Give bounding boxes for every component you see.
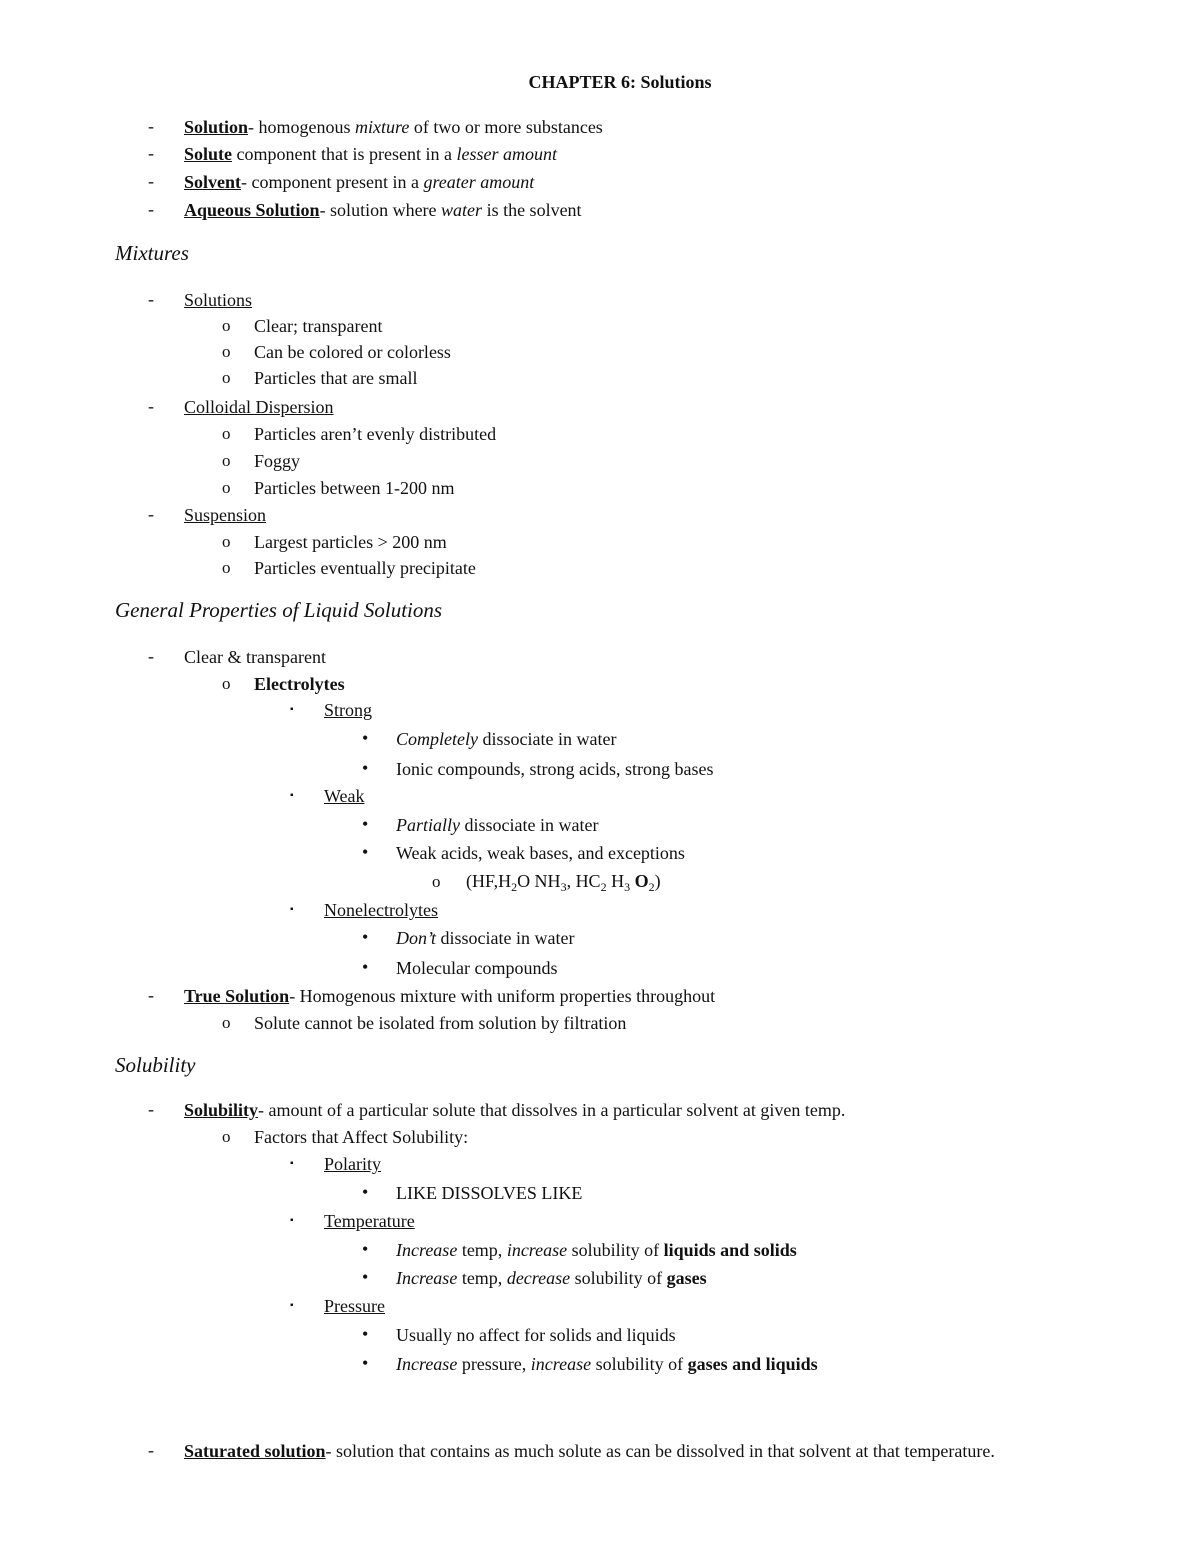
emphasis: Completely (396, 729, 478, 749)
section-heading-general: General Properties of Liquid Solutions (115, 598, 443, 622)
circle-marker: o (222, 1013, 231, 1032)
definition-text: - homogenous (248, 117, 356, 137)
list-item-temperature: Temperature (324, 1211, 415, 1231)
text: dissociate in water (460, 815, 599, 835)
list-item: Usually no affect for solids and liquids (396, 1325, 676, 1345)
list-item: Largest particles > 200 nm (254, 532, 447, 552)
subscript: 3 (624, 880, 631, 894)
bullet-marker: • (362, 1239, 369, 1259)
emphasis: increase (530, 1354, 592, 1374)
circle-marker: o (222, 342, 231, 361)
text: solubility of (567, 1240, 664, 1260)
bullet-marker: • (362, 1267, 369, 1287)
circle-marker: o (222, 478, 231, 497)
definition-true-solution (184, 985, 715, 1007)
dash-marker: - (148, 1440, 154, 1460)
text: dissociate in water (436, 928, 575, 948)
definition-text: - component present in a (241, 172, 424, 192)
subscript: 2 (511, 880, 518, 894)
bullet-marker: • (362, 728, 369, 748)
definition-term: True Solution (184, 986, 290, 1006)
formula-text: H (606, 871, 625, 891)
list-item: Can be colored or colorless (254, 342, 451, 362)
section-heading-solubility: Solubility (115, 1053, 196, 1077)
emphasis: decrease (506, 1268, 571, 1288)
list-item: Clear; transparent (254, 316, 383, 336)
strong-text: gases and liquids (687, 1354, 818, 1374)
list-item: LIKE DISSOLVES LIKE (396, 1183, 583, 1203)
list-item (396, 1239, 797, 1261)
strong-text: gases (666, 1268, 707, 1288)
list-item-solutions: Solutions (184, 290, 253, 310)
definition-emphasis: mixture (355, 117, 410, 137)
list-item (396, 728, 616, 750)
emphasis: Don’t (396, 928, 436, 948)
list-item-clear: Clear & transparent (184, 647, 326, 667)
circle-marker: o (222, 424, 231, 443)
definition-emphasis: greater amount (423, 172, 535, 192)
square-marker: ▪ (290, 1158, 294, 1169)
circle-marker: o (222, 532, 231, 551)
dash-marker: - (148, 143, 154, 163)
dash-marker: - (148, 504, 154, 524)
definition-term: Solvent (184, 172, 242, 192)
list-item (396, 1267, 707, 1289)
circle-marker: o (222, 674, 231, 693)
definition-text: - solution that contains as much solute as can be dissolved in that solvent at that temperature. (325, 1441, 995, 1461)
formula-text: O (630, 871, 649, 891)
definition-emphasis: water (441, 200, 483, 220)
emphasis: increase (506, 1240, 568, 1260)
list-item: Particles between 1-200 nm (254, 478, 455, 498)
emphasis: Partially (396, 815, 460, 835)
definition-text: of two or more substances (409, 117, 603, 137)
square-marker: ▪ (290, 790, 294, 801)
dash-marker: - (148, 1099, 154, 1119)
definition-term: Saturated solution (184, 1441, 326, 1461)
bullet-marker: • (362, 1182, 369, 1202)
formula-text: (HF,H (466, 871, 512, 891)
bullet-marker: • (362, 814, 369, 834)
circle-marker: o (432, 872, 441, 891)
circle-marker: o (222, 368, 231, 387)
square-marker: ▪ (290, 704, 294, 715)
bullet-marker: • (362, 842, 369, 862)
definition-solubility (184, 1099, 845, 1121)
list-item: Solute cannot be isolated from solution by filtration (254, 1013, 627, 1033)
list-item-pressure: Pressure (324, 1296, 385, 1316)
square-marker: ▪ (290, 1215, 294, 1226)
definition-solute (184, 143, 557, 165)
definition-solvent (184, 171, 534, 193)
square-marker: ▪ (290, 904, 294, 915)
list-item (396, 927, 574, 949)
list-item-weak: Weak (324, 786, 365, 806)
list-item (396, 814, 598, 836)
circle-marker: o (222, 1127, 231, 1146)
list-item-strong: Strong (324, 700, 373, 720)
subscript: 2 (600, 880, 607, 894)
strong-text: liquids and solids (663, 1240, 797, 1260)
list-item: Particles eventually precipitate (254, 558, 476, 578)
list-item-colloidal: Colloidal Dispersion (184, 397, 334, 417)
definition-text: - solution where (319, 200, 442, 220)
list-item (396, 1353, 818, 1375)
definition-text: - amount of a particular solute that dissolves in a particular solvent at given temp. (258, 1100, 846, 1120)
dash-marker: - (148, 396, 154, 416)
bullet-marker: • (362, 1324, 369, 1344)
definition-solution (184, 116, 603, 138)
list-item: Ionic compounds, strong acids, strong bases (396, 759, 714, 779)
bullet-marker: • (362, 957, 369, 977)
dash-marker: - (148, 646, 154, 666)
text: temp, (457, 1240, 507, 1260)
dash-marker: - (148, 289, 154, 309)
definition-text: is the solvent (482, 200, 582, 220)
dash-marker: - (148, 116, 154, 136)
definition-text: - Homogenous mixture with uniform properties throughout (289, 986, 716, 1006)
text: dissociate in water (477, 729, 617, 749)
definition-aqueous (184, 199, 582, 221)
formula-text: O NH (517, 871, 561, 891)
list-item: Particles aren’t evenly distributed (254, 424, 497, 444)
emphasis: Increase (396, 1354, 458, 1374)
list-item-exceptions (466, 870, 661, 892)
list-item-factors: Factors that Affect Solubility: (254, 1127, 469, 1147)
section-heading-mixtures: Mixtures (115, 241, 189, 265)
text: temp, (457, 1268, 507, 1288)
list-item: Foggy (254, 451, 301, 471)
dash-marker: - (148, 985, 154, 1005)
definition-term: Solution (184, 117, 249, 137)
list-item: Particles that are small (254, 368, 418, 388)
definition-term: Aqueous Solution (184, 200, 320, 220)
definition-term: Solubility (184, 1100, 259, 1120)
list-item-polarity: Polarity (324, 1154, 381, 1174)
definition-emphasis: lesser amount (456, 144, 557, 164)
list-item-electrolytes: Electrolytes (254, 674, 345, 694)
bullet-marker: • (362, 927, 369, 947)
dash-marker: - (148, 199, 154, 219)
emphasis: Increase (396, 1268, 458, 1288)
circle-marker: o (222, 451, 231, 470)
list-item: Molecular compounds (396, 958, 558, 978)
list-item-suspension: Suspension (184, 505, 267, 525)
list-item: Weak acids, weak bases, and exceptions (396, 843, 685, 863)
list-item-nonelectrolytes: Nonelectrolytes (324, 900, 438, 920)
text: solubility of (570, 1268, 667, 1288)
page-title: CHAPTER 6: Solutions (528, 72, 712, 92)
text: solubility of (591, 1354, 688, 1374)
circle-marker: o (222, 316, 231, 335)
square-marker: ▪ (290, 1300, 294, 1311)
definition-term: Solute (184, 144, 233, 164)
subscript: 3 (560, 880, 567, 894)
definition-text: component that is present in a (232, 144, 457, 164)
circle-marker: o (222, 558, 231, 577)
subscript: 2 (648, 880, 655, 894)
dash-marker: - (148, 171, 154, 191)
bullet-marker: • (362, 758, 369, 778)
definition-saturated (184, 1440, 995, 1462)
emphasis: Increase (396, 1240, 458, 1260)
formula-text: , HC (566, 871, 601, 891)
bullet-marker: • (362, 1353, 369, 1373)
text: pressure, (457, 1354, 531, 1374)
formula-text: ) (654, 871, 661, 891)
